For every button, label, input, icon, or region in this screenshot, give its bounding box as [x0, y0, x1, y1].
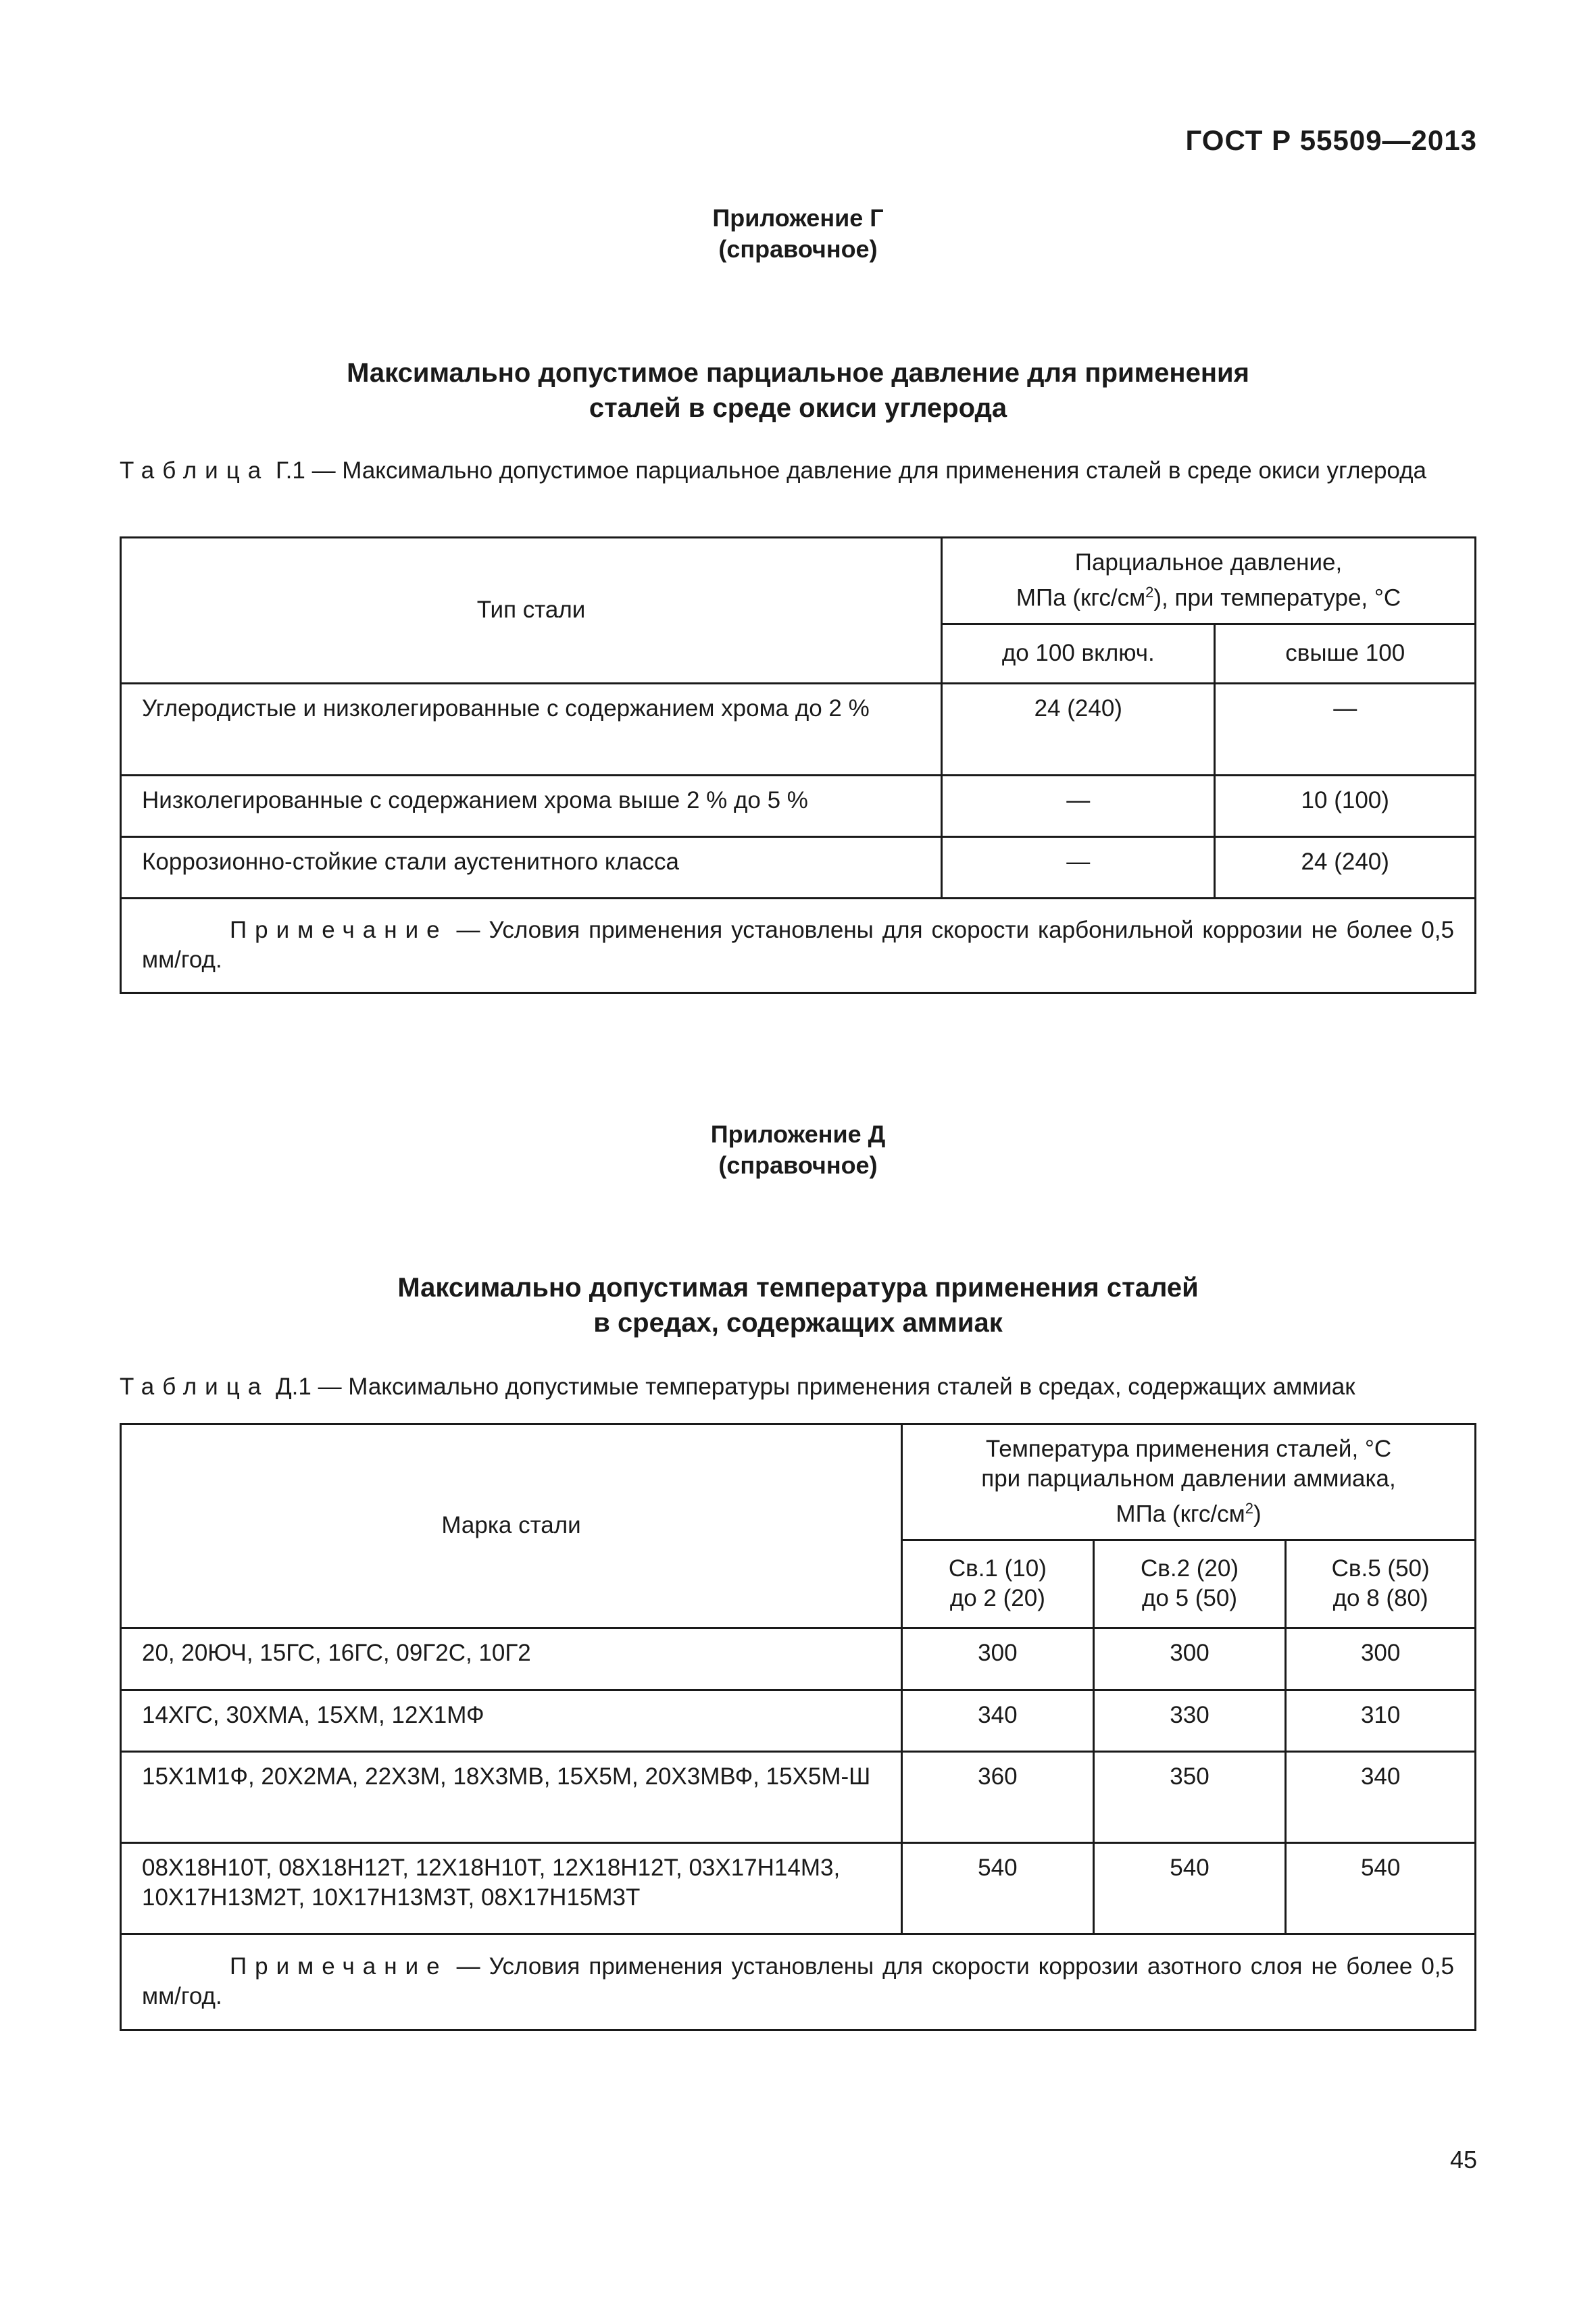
table-d1-temperature-header-line3: МПа $(кгс/см^2)$: [1116, 1500, 1262, 1528]
table-d1-cell-v1: 300: [902, 1628, 1094, 1690]
table-g1-cell-type: Углеродистые и низколегированные с содержанием хрома до 2 %: [121, 683, 942, 775]
table-g1-header-row: [121, 538, 1476, 624]
annex-g-heading: [0, 203, 1596, 265]
table-d1-cell-v3: 310: [1286, 1690, 1476, 1751]
table-d1-cell-v1: 360: [902, 1751, 1094, 1842]
table-g1-cell-v2: —: [1215, 683, 1476, 775]
table-d1-temperature-header-line2: при парциальном давлении аммиака,: [981, 1465, 1396, 1492]
table-row: [121, 1751, 1476, 1842]
table-d1-note: [121, 1934, 1476, 2030]
table-d1-caption-text: Д.1 — Максимально допустимые температуры применения сталей в средах, содержащих аммиак: [275, 1374, 1355, 1400]
table-row: [121, 1628, 1476, 1690]
table-d1-note-row: [121, 1934, 1476, 2030]
table-row: [121, 1842, 1476, 1934]
table-d1-cell-v1: 340: [902, 1690, 1094, 1751]
table-g1-col-type-header: Тип стали: [121, 538, 942, 684]
table-d1-col-grade-header: Марка стали: [121, 1424, 902, 1628]
table-d1-note-word: Примечание: [230, 1953, 448, 1980]
table-g1-cell-v2: 10 (100): [1215, 775, 1476, 836]
page-number: 45: [1449, 2146, 1477, 2173]
table-d1-cell-v3: 540: [1286, 1842, 1476, 1934]
annex-d-title-line2: в средах, содержащих аммиак: [593, 1308, 1003, 1338]
table-g1-pressure-header-line2: МПа $(кгс/см^2)$, при температуре, °С: [1016, 584, 1401, 611]
annex-g-title-line1: Максимально допустимое парциальное давление для применения: [347, 358, 1249, 388]
table-g1-cell-type: Низколегированные с содержанием хрома выше 2 % до 5 %: [121, 775, 942, 836]
table-d1-cell-grade: 20, 20ЮЧ, 15ГС, 16ГС, 09Г2С, 10Г2: [121, 1628, 902, 1690]
table-g1-caption-text: Г.1 — Максимально допустимое парциальное давление для применения сталей в среде окиси углерода: [275, 457, 1426, 484]
table-d1-cell-v2: 540: [1093, 1842, 1286, 1934]
table-g1-subheader-over100: свыше 100: [1215, 624, 1476, 683]
table-d1-cell-v1: 540: [902, 1842, 1094, 1934]
table-g1-cell-v1: 24 (240): [942, 683, 1215, 775]
table-d1-cell-grade: 14ХГС, 30ХМА, 15ХМ, 12Х1МФ: [121, 1690, 902, 1751]
table-d1-subheader-1: Св.1 (10) до 2 (20): [902, 1540, 1094, 1628]
table-g1: [120, 536, 1476, 994]
table-g1-note: [121, 898, 1476, 992]
table-d1-note-text: — Условия применения установлены для скорости коррозии азотного слоя не более 0,5 мм/год.: [142, 1953, 1454, 2010]
table-row: [121, 836, 1476, 898]
table-d1-temperature-header: [902, 1424, 1476, 1540]
annex-d-name: Приложение Д: [710, 1120, 886, 1148]
table-d1-subheader-3: Св.5 (50) до 8 (80): [1286, 1540, 1476, 1628]
table-g1-cell-v1: —: [942, 775, 1215, 836]
table-d1-subheader-2: Св.2 (20) до 5 (50): [1093, 1540, 1286, 1628]
standard-number: ГОСТ Р 55509—2013: [1185, 124, 1477, 156]
table-g1-note-row: [121, 898, 1476, 992]
table-d1-cell-v2: 350: [1093, 1751, 1286, 1842]
table-g1-cell-v2: 24 (240): [1215, 836, 1476, 898]
table-d1-header-row: [121, 1424, 1476, 1540]
annex-g-title-line2: сталей в среде окиси углерода: [589, 393, 1007, 423]
table-d1-cell-grade: 15Х1М1Ф, 20Х2МА, 22Х3М, 18Х3МВ, 15Х5М, 20Х3МВФ, 15Х5М-Ш: [121, 1751, 902, 1842]
table-g1-caption: [120, 455, 1476, 486]
table-row: [121, 775, 1476, 836]
table-d1-temperature-header-line1: Температура применения сталей, °С: [985, 1436, 1392, 1462]
table-d1-cell-v2: 300: [1093, 1628, 1286, 1690]
annex-g-title: [162, 355, 1434, 426]
table-d1-cell-grade: 08Х18Н10Т, 08Х18Н12Т, 12Х18Н10Т, 12Х18Н12Т, 03Х17Н14М3, 10Х17Н13М2Т, 10Х17Н13М3Т, 08Х17Н15М3Т: [121, 1842, 902, 1934]
table-row: [121, 683, 1476, 775]
table-g1-pressure-header-line1: Парциальное давление,: [1074, 549, 1343, 576]
table-d1-caption-word: Таблица: [120, 1374, 270, 1400]
table-d1-cell-v2: 330: [1093, 1690, 1286, 1751]
annex-d-heading: [0, 1119, 1596, 1181]
table-g1-cell-v1: —: [942, 836, 1215, 898]
table-d1-cell-v3: 340: [1286, 1751, 1476, 1842]
annex-d-title: [162, 1270, 1434, 1340]
table-g1-note-text: — Условия применения установлены для скорости карбонильной коррозии не более 0,5 мм/год.: [142, 917, 1454, 974]
table-g1-cell-type: Коррозионно-стойкие стали аустенитного класса: [121, 836, 942, 898]
table-d1: [120, 1423, 1476, 2031]
table-g1-note-word: Примечание: [230, 917, 448, 944]
table-g1-caption-word: Таблица: [120, 457, 270, 484]
table-g1-pressure-header: [942, 538, 1476, 624]
annex-d-type: (справочное): [718, 1151, 878, 1179]
table-d1-caption: [120, 1372, 1476, 1403]
table-g1-subheader-upto100: до 100 включ.: [942, 624, 1215, 683]
annex-d-title-line1: Максимально допустимая температура применения сталей: [397, 1273, 1199, 1303]
annex-g-type: (справочное): [718, 235, 878, 263]
table-d1-cell-v3: 300: [1286, 1628, 1476, 1690]
table-row: [121, 1690, 1476, 1751]
annex-g-name: Приложение Г: [712, 204, 884, 232]
